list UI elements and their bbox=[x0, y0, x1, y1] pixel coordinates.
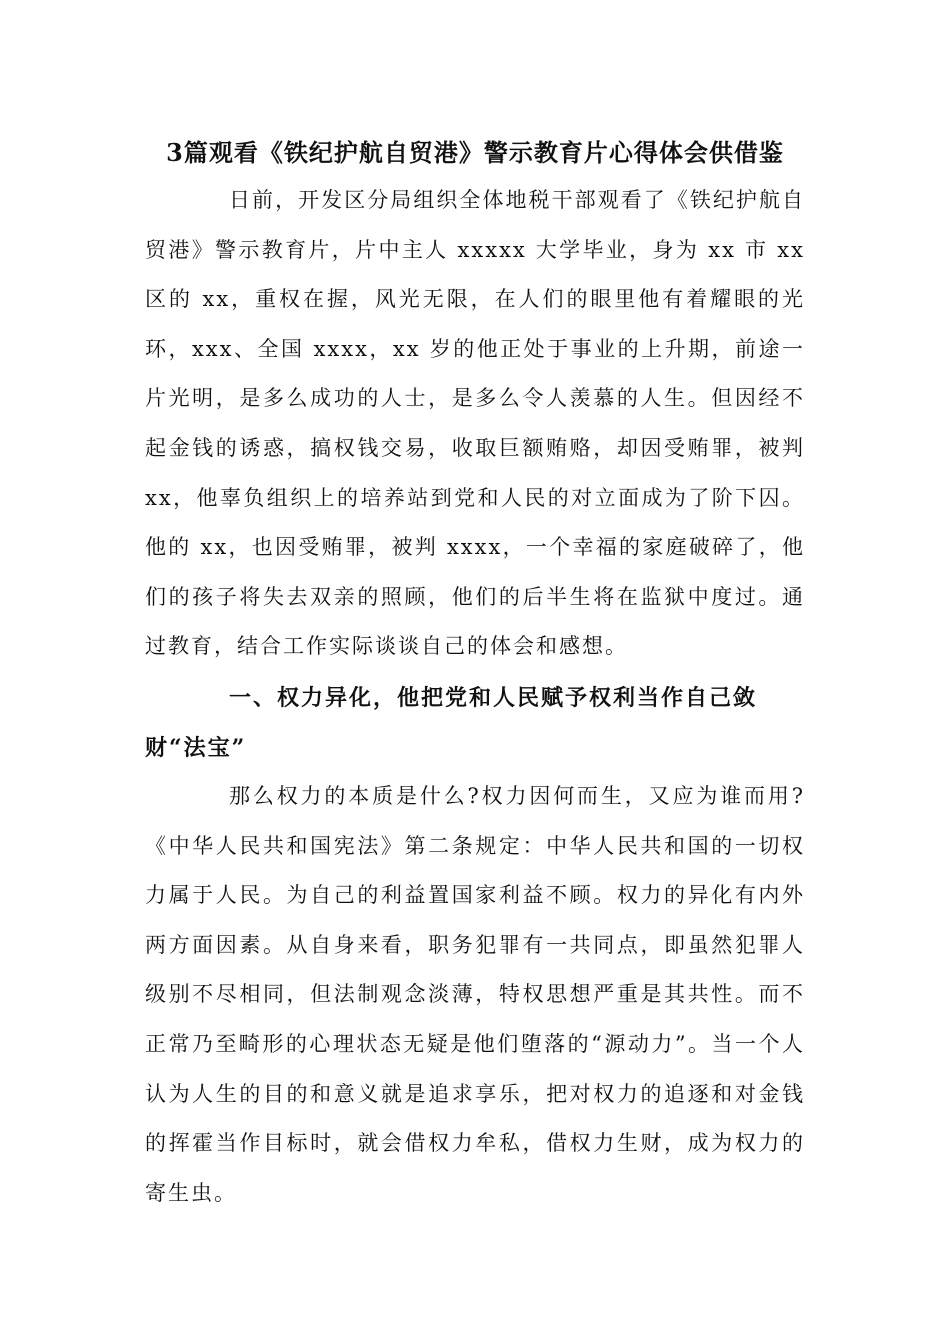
section-heading-1: 一、权力异化，他把党和人民赋予权利当作自己敛财“法宝” bbox=[145, 685, 758, 761]
body-paragraph-2: 那么权力的本质是什么?权力因何而生，又应为谁而用?《中华人民共和国宪法》第二条规定：中华人民共和国的一切权力属于人民。为自己的利益置国家利益不顾。权力的异化有内外两方面因素。从自身来看，职务犯罪有一共同点，即虽然犯罪人级别不尽相同，但法制观念淡薄，特权思想严重是其共性。而不正常乃至畸形的心理状态无疑是他们堕落的“源动力”。当一个人认为人生的目的和意义就是追求享乐，把对权力的追逐和对金钱的挥霍当作目标时，就会借权力牟私，借权力生财，成为权力的寄生虫。 bbox=[145, 784, 805, 1205]
document-title: 3篇观看《铁纪护航自贸港》警示教育片心得体会供借鉴 bbox=[166, 138, 784, 167]
body-paragraph-1: 日前，开发区分局组织全体地税干部观看了《铁纪护航自贸港》警示教育片，片中主人 xxxxx 大学毕业，身为 xx 市 xx 区的 xx，重权在握，风光无限，在人们的眼里他有着耀眼的光环，xxx、全国 xxxx，xx 岁的他正处于事业的上升期，前途一片光明，是多么成功的人士，是多么令人羡慕的人生。但因经不起金钱的诱惑，搞权钱交易，收取巨额贿赂，却因受贿罪，被判 xx，他辜负组织上的培养站到党和人民的对立面成为了阶下囚。他的 xx，也因受贿罪，被判 xxxx，一个幸福的家庭破碎了，他们的孩子将失去双亲的照顾，他们的后半生将在监狱中度过。通过教育，结合工作实际谈谈自己的体会和感想。 bbox=[145, 188, 805, 659]
